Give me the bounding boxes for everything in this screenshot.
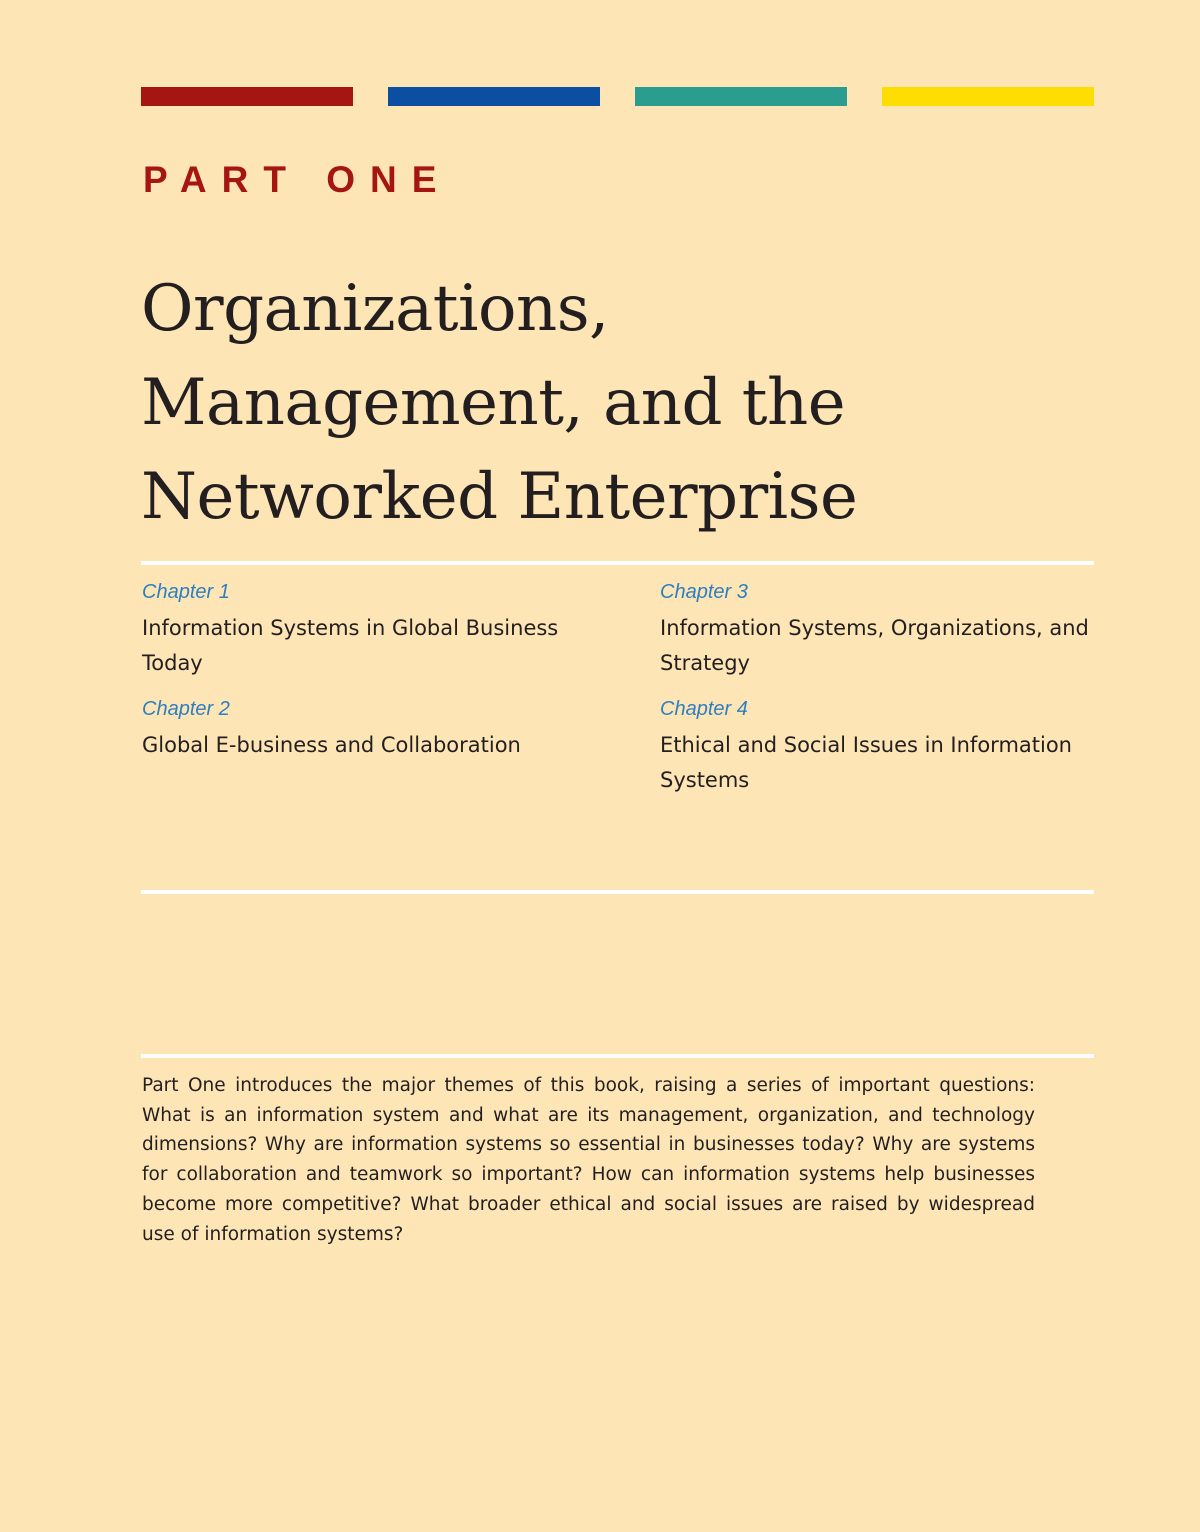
chapter-title: Global E-business and Collaboration <box>142 733 521 757</box>
chapter-entry-2 <box>142 697 582 763</box>
color-bar-teal <box>635 87 847 106</box>
color-bar-red <box>141 87 353 106</box>
part-title <box>141 262 857 544</box>
chapter-entry-3 <box>660 580 1100 681</box>
part-title-line: Networked Enterprise <box>141 460 858 534</box>
divider-intro <box>141 1054 1094 1058</box>
color-bar-blue <box>388 87 600 106</box>
chapter-title: Information Systems, Organizations, and Strategy <box>660 616 1089 675</box>
chapter-label: Chapter 4 <box>660 698 748 720</box>
chapter-title: Information Systems in Global Business Today <box>142 616 559 675</box>
part-title-line: Organizations, <box>141 272 609 346</box>
chapter-label: Chapter 1 <box>142 581 230 603</box>
chapter-label: Chapter 2 <box>142 698 230 720</box>
divider-middle <box>141 890 1094 894</box>
intro-paragraph: Part One introduces the major themes of this book, raising a series of important questions: What is an information system and what are its management, organization, and technology dimensions? Why are information systems so essential in businesses today? Why are systems for collaboration and teamwork so important? How can information systems help businesses become more competitive? What broader ethical and social issues are raised by widespread use of information systems? <box>142 1075 1035 1245</box>
part-title-line: Management, and the <box>141 366 846 440</box>
part-label: PART ONE <box>143 159 452 200</box>
divider-top <box>141 561 1094 565</box>
chapter-title: Ethical and Social Issues in Information Systems <box>660 733 1072 792</box>
chapter-entry-1 <box>142 580 582 681</box>
chapter-label: Chapter 3 <box>660 581 748 603</box>
color-bar-yellow <box>882 87 1094 106</box>
chapter-entry-4 <box>660 697 1100 798</box>
